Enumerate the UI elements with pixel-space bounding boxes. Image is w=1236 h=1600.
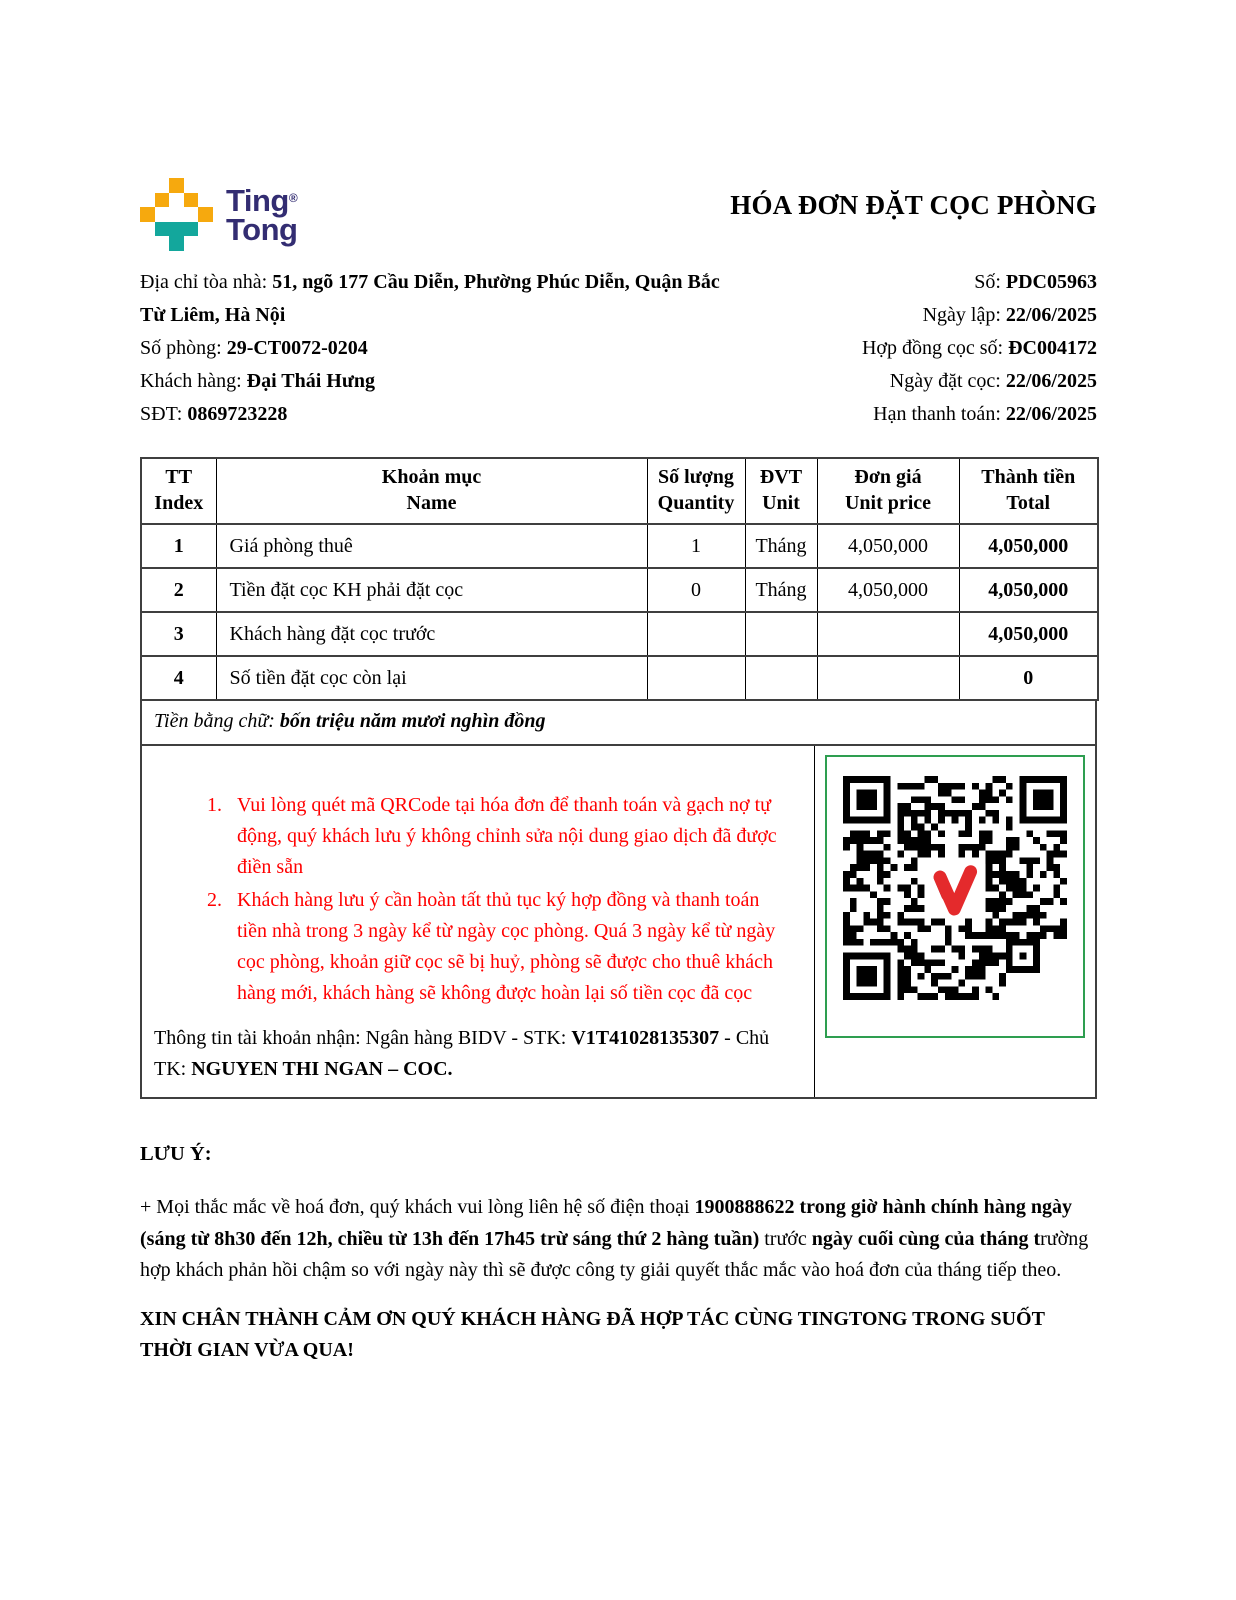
cell-name: Tiền đặt cọc KH phải đặt cọc xyxy=(216,568,647,612)
cell-index: 4 xyxy=(141,656,216,700)
column-header-vi: Số lượng xyxy=(658,466,734,488)
column-header-en: Quantity xyxy=(657,492,735,514)
column-header xyxy=(745,458,817,524)
column-header-en: Unit price xyxy=(844,492,932,514)
info-value: 22/06/2025 xyxy=(1005,403,1097,425)
notice-paragraph: + Mọi thắc mắc về hoá đơn, quý khách vui lòng liên hệ số điện thoại 1900888622 trong giờ hành chính hàng ngày (sáng từ 8h30 đến 12h, chiều từ 13h đến 17h45 trừ sáng thứ 2 hàng tuần) trước ngày cuối cùng của tháng trường hợp khách phản hồi chậm so với ngày này thì sẽ được công ty giải quyết thắc mắc vào hoá đơn của tháng tiếp theo. xyxy=(140,1196,1089,1281)
payment-qr-code xyxy=(843,776,1067,1000)
qr-code-cell xyxy=(814,746,1095,1097)
column-header-en: Index xyxy=(154,492,204,514)
warning-list xyxy=(154,790,786,1009)
tingtong-logo-wordmark xyxy=(226,183,298,247)
cell-unit xyxy=(745,656,817,700)
cell-name: Khách hàng đặt cọc trước xyxy=(216,612,647,656)
cell-index: 1 xyxy=(141,524,216,568)
info-line xyxy=(862,299,1097,332)
cell-unit-price xyxy=(817,612,959,656)
column-header-vi: TT xyxy=(165,466,193,488)
registered-mark: ® xyxy=(288,191,298,205)
column-header-en: Unit xyxy=(762,492,800,514)
info-label: Số phòng: xyxy=(140,337,227,359)
column-header xyxy=(817,458,959,524)
cell-total: 4,050,000 xyxy=(959,568,1098,612)
cell-quantity: 0 xyxy=(647,568,745,612)
info-label: Địa chỉ tòa nhà: xyxy=(140,271,273,293)
column-header-en: Name xyxy=(406,492,457,514)
info-value: 22/06/2025 xyxy=(1005,370,1097,392)
logo-line1: Ting xyxy=(226,183,289,218)
qr-code-frame xyxy=(825,755,1085,1038)
logo-line2: Tong xyxy=(226,212,298,247)
info-value: ĐC004172 xyxy=(1008,337,1097,359)
info-label: SĐT: xyxy=(140,403,188,425)
info-line xyxy=(862,332,1097,365)
info-value: 22/06/2025 xyxy=(1005,304,1097,326)
cell-total: 4,050,000 xyxy=(959,612,1098,656)
amount-in-words-value: bốn triệu năm mươi nghìn đồng xyxy=(279,710,546,732)
customer-info xyxy=(140,266,740,431)
column-header-vi: Khoản mục xyxy=(381,466,482,488)
bank-account-info: Thông tin tài khoản nhận: Ngân hàng BIDV - STK: V1T41028135307 - Chủ TK: NGUYEN THI NGAN – COC. xyxy=(154,1027,770,1080)
cell-unit-price xyxy=(817,656,959,700)
info-value: 29-CT0072-0204 xyxy=(226,337,368,359)
cell-total: 4,050,000 xyxy=(959,524,1098,568)
amount-in-words-row xyxy=(140,701,1097,746)
thank-you-message: XIN CHÂN THÀNH CẢM ƠN QUÝ KHÁCH HÀNG ĐÃ HỢP TÁC CÙNG TINGTONG TRONG SUỐT THỜI GIAN VỪA QUA! xyxy=(140,1307,1045,1361)
info-label: Ngày lập: xyxy=(922,304,1006,326)
table-body xyxy=(141,524,1098,700)
column-header-en: Total xyxy=(1006,492,1051,514)
column-header xyxy=(141,458,216,524)
cell-index: 3 xyxy=(141,612,216,656)
cell-unit: Tháng xyxy=(745,524,817,568)
info-label: Hạn thanh toán: xyxy=(873,403,1006,425)
info-line xyxy=(140,266,740,332)
warning-item: 2. Khách hàng lưu ý cần hoàn tất thủ tục ký hợp đồng và thanh toán tiền nhà trong 3 ngày kể từ ngày cọc phòng. Quá 3 ngày kể từ ngày cọc phòng, khoản giữ cọc sẽ bị huỷ, phòng sẽ được cho thuê khách hàng mới, khách hàng sẽ không được hoàn lại số tiền cọc đã cọc xyxy=(227,885,786,1009)
info-value: 51, ngõ 177 Cầu Diễn, Phường Phúc Diễn, Quận Bắc Từ Liêm, Hà Nội xyxy=(140,271,720,326)
column-header xyxy=(959,458,1098,524)
info-line xyxy=(862,365,1097,398)
column-header-vi: Thành tiền xyxy=(981,466,1076,488)
amount-in-words-label: Tiền bằng chữ: xyxy=(154,710,280,732)
info-value: 0869723228 xyxy=(187,403,288,425)
column-header-vi: Đơn giá xyxy=(854,466,922,488)
info-line xyxy=(140,365,740,398)
header-row xyxy=(140,178,1097,251)
brand-logo xyxy=(140,178,298,251)
items-table xyxy=(140,457,1099,701)
payment-notes xyxy=(142,746,814,1097)
cell-unit-price: 4,050,000 xyxy=(817,568,959,612)
info-label: Khách hàng: xyxy=(140,370,247,392)
cell-name: Số tiền đặt cọc còn lại xyxy=(216,656,647,700)
footer-notes xyxy=(140,1143,1097,1366)
cell-index: 2 xyxy=(141,568,216,612)
info-line xyxy=(140,332,740,365)
notice-heading: LƯU Ý: xyxy=(140,1143,212,1165)
notes-and-qr-box xyxy=(140,746,1097,1099)
invoice-info xyxy=(140,266,1097,431)
table-row xyxy=(141,656,1098,700)
info-line xyxy=(862,266,1097,299)
cell-name: Giá phòng thuê xyxy=(216,524,647,568)
info-value: PDC05963 xyxy=(1005,271,1097,293)
warning-item: 1. Vui lòng quét mã QRCode tại hóa đơn để thanh toán và gạch nợ tự động, quý khách lưu ý không chỉnh sửa nội dung giao dịch đã được điền sẵn xyxy=(227,790,786,883)
tingtong-logo-icon xyxy=(140,178,213,251)
cell-unit-price: 4,050,000 xyxy=(817,524,959,568)
info-label: Ngày đặt cọc: xyxy=(889,370,1006,392)
table-row xyxy=(141,612,1098,656)
column-header xyxy=(647,458,745,524)
cell-total: 0 xyxy=(959,656,1098,700)
page-title: HÓA ĐƠN ĐẶT CỌC PHÒNG xyxy=(730,190,1097,220)
table-header-row xyxy=(141,458,1098,524)
info-label: Số: xyxy=(974,271,1006,293)
cell-quantity: 1 xyxy=(647,524,745,568)
info-label: Hợp đồng cọc số: xyxy=(861,337,1009,359)
cell-unit: Tháng xyxy=(745,568,817,612)
cell-quantity xyxy=(647,612,745,656)
cell-quantity xyxy=(647,656,745,700)
column-header-vi: ĐVT xyxy=(759,466,803,488)
info-line xyxy=(140,398,740,431)
table-row xyxy=(141,568,1098,612)
invoice-meta xyxy=(862,266,1097,431)
cell-unit xyxy=(745,612,817,656)
table-row xyxy=(141,524,1098,568)
info-value: Đại Thái Hưng xyxy=(246,370,375,392)
column-header xyxy=(216,458,647,524)
info-line xyxy=(862,398,1097,431)
